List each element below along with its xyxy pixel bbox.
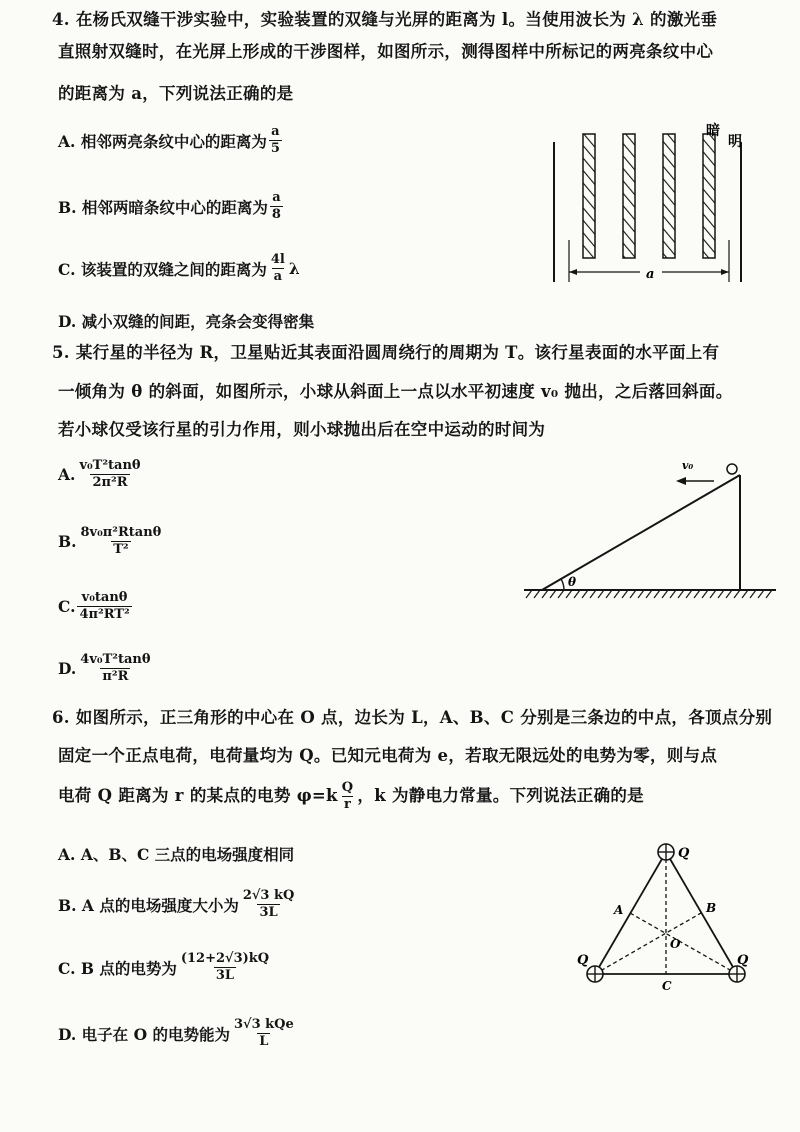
option-label: A. 相邻两亮条纹中心的距离为 <box>58 131 267 151</box>
q5-option-a[interactable] <box>58 458 145 491</box>
option-label: A. <box>58 465 76 484</box>
charge-triangle-figure <box>570 838 760 998</box>
fraction: $\frac{\text{v₀T²tanθ}}{\text{2π²R}}$ <box>79 458 141 490</box>
fraction: $\frac{(12+2√3)kQ}{3L}$ <box>180 951 270 983</box>
dark-label: 暗 <box>706 123 720 139</box>
q5-option-c[interactable] <box>58 590 134 623</box>
q4-option-d[interactable] <box>58 310 314 332</box>
option-label: C. B 点的电势为 <box>58 958 177 978</box>
q4-option-c[interactable] <box>58 252 300 285</box>
q4-option-a[interactable] <box>58 124 284 157</box>
interference-pattern-figure <box>540 120 760 300</box>
q6-stem-line2: 固定一个正点电荷，电荷量均为 Q。已知元电荷为 e，若取无限远处的电势为零，则与点 <box>58 746 718 765</box>
q5-stem-line1: 5. 某行星的半径为 R，卫星贴近其表面沿圆周绕行的周期为 T。该行星表面的水平面上有 <box>52 343 720 362</box>
fraction: $\frac{Q}{r}$ <box>341 780 354 812</box>
charge-label-right: Q <box>737 953 749 968</box>
fraction: $\frac{\text{3√3 kQe}}{L}$ <box>233 1017 294 1049</box>
option-label: D. <box>58 659 77 678</box>
point-a-label: A <box>614 903 624 917</box>
option-label: D. 减小双缝的间距，亮条会变得密集 <box>58 312 315 331</box>
q5-stem-line2: 一倾角为 θ 的斜面，如图所示，小球从斜面上一点以水平初速度 v₀ 抛出，之后落回斜面。 <box>58 382 733 401</box>
point-c-label: C <box>662 979 672 993</box>
option-label: C. 该装置的双缝之间的距离为 <box>58 259 267 279</box>
fraction: $\frac{a}{8}$ <box>271 190 281 222</box>
option-label: B. <box>58 532 77 551</box>
span-label: a <box>646 267 655 282</box>
q6-stem-line1: 6. 如图所示，正三角形的中心在 O 点，边长为 L，A、B、C 分别是三条边的中点，各顶点分别 <box>52 708 773 727</box>
q4-option-b[interactable] <box>58 190 285 223</box>
center-o-label: O <box>670 937 681 951</box>
dark-fringes <box>554 134 741 282</box>
angle-label: θ <box>568 575 577 589</box>
point-b-label: B <box>706 901 717 915</box>
fraction: $\frac{2√3 kQ}{3L}$ <box>242 888 295 920</box>
charge-label-left: Q <box>577 953 589 968</box>
charge-top-icon <box>658 844 674 860</box>
option-suffix: λ <box>288 259 300 278</box>
q5-option-b[interactable] <box>58 525 165 558</box>
ground-hatching <box>524 590 776 598</box>
fraction: $\frac{\text{8v₀π²Rtanθ}}{\text{T²}}$ <box>80 525 162 557</box>
q6-option-c[interactable] <box>58 951 273 984</box>
q6-option-a[interactable] <box>58 843 294 865</box>
option-label: B. 相邻两暗条纹中心的距离为 <box>58 197 268 217</box>
charge-left-icon <box>587 966 603 982</box>
ball-icon <box>727 464 737 474</box>
q6-option-b[interactable] <box>58 888 298 921</box>
potential-formula-suffix: ，k 为静电力常量。下列说法正确的是 <box>357 786 644 806</box>
q5-option-d[interactable] <box>58 652 155 685</box>
fraction: $\frac{a}{5}$ <box>270 124 280 156</box>
incline-triangle <box>542 475 740 590</box>
q6-stem-line3 <box>58 780 644 813</box>
charge-right-icon <box>729 966 745 982</box>
q4-stem-line2: 直照射双缝时，在光屏上形成的干涉图样，如图所示，测得图样中所标记的两亮条纹中心 <box>58 42 714 61</box>
option-label: B. A 点的电场强度大小为 <box>58 895 239 915</box>
fraction: $\frac{\text{v₀tanθ}}{\text{4π²RT²}}$ <box>79 590 130 622</box>
potential-formula-prefix: 电荷 Q 距离为 r 的某点的电势 φ=k <box>58 786 338 806</box>
velocity-arrow <box>676 477 714 485</box>
velocity-label: v₀ <box>682 459 694 472</box>
q4-stem-line3: 的距离为 a，下列说法正确的是 <box>58 84 294 103</box>
option-label: D. 电子在 O 的电势能为 <box>58 1024 230 1044</box>
option-label: A. A、B、C 三点的电场强度相同 <box>58 845 295 864</box>
fraction: $\frac{\text{4v₀T²tanθ}}{\text{π²R}}$ <box>80 652 151 684</box>
charge-label-top: Q <box>678 846 690 861</box>
incline-figure <box>520 455 780 605</box>
q5-stem-line3: 若小球仅受该行星的引力作用，则小球抛出后在空中运动的时间为 <box>58 420 546 439</box>
fraction: $\frac{4l}{a}$ <box>270 252 285 284</box>
q6-option-d[interactable] <box>58 1017 298 1050</box>
bright-label: 明 <box>728 134 742 150</box>
option-label: C. <box>58 597 76 616</box>
q4-stem-line1: 4. 在杨氏双缝干涉实验中，实验装置的双缝与光屏的距离为 l。当使用波长为 λ 的激光垂 <box>52 10 718 29</box>
